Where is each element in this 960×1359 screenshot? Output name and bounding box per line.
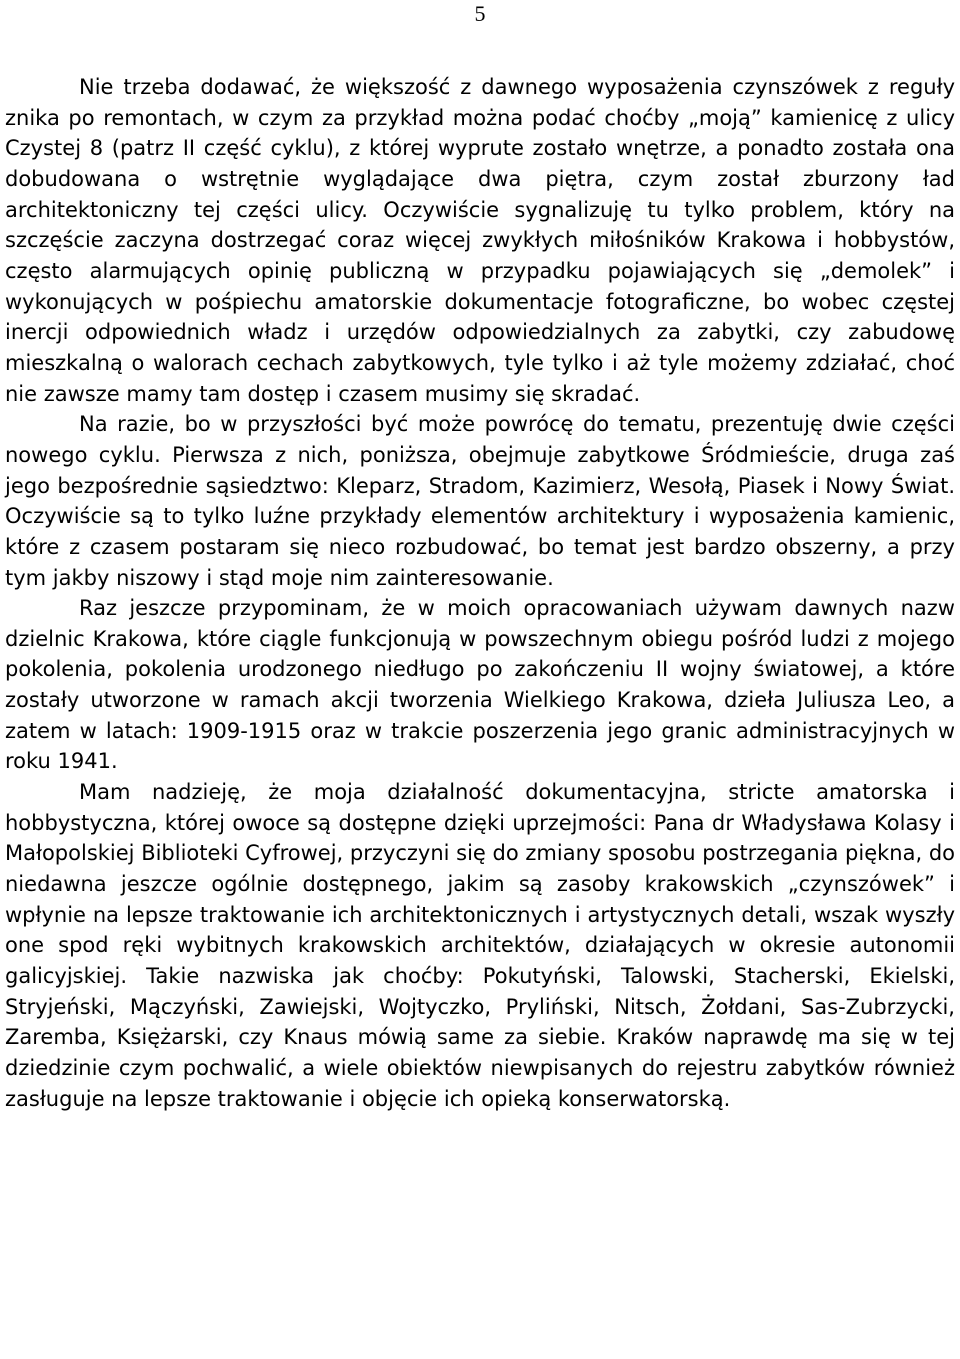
paragraph: Na razie, bo w przyszłości być może powrócę do tematu, prezentuję dwie części nowego cyklu. Pierwsza z nich, poniższa, obejmuje zabytkowe Śródmieście, druga zaś jego bezpośrednie sąsiedztwo: Kleparz, Stradom, Kazimierz, Wesołą, Piasek i Nowy Świat. Oczywiście są to tylko luźne przykłady elementów architektury i wyposażenia kamienic, które z czasem postaram się nieco rozbudować, bo temat jest bardzo obszerny, a przy tym jakby niszowy i stąd moje nim zainteresowanie. [5, 412, 955, 590]
paragraph: Nie trzeba dodawać, że większość z dawnego wyposażenia czynszówek z reguły znika po remontach, w czym za przykład można podać choćby „moją” kamienicę z ulicy Czystej 8 (patrz II część cyklu), z której wyprute zostało wnętrze, a ponadto została ona dobudowana o wstrętnie wyglądające dwa piętra, czym został zburzony ład architektoniczny tej części ulicy. Oczywiście sygnalizuję tu tylko problem, który na szczęście zaczyna dostrzegać coraz więcej zwykłych miłośników Krakowa i hobbystów, często alarmujących opinię publiczną w przypadku pojawiających się „demolek” i wykonujących w pośpiechu amatorskie dokumentacje fotograficzne, bo wobec częstej inercji odpowiednich władz i urzędów odpowiedzialnych za zabytki, czy zabudowę mieszkalną o walorach cechach zabytkowych, tyle tylko i aż tyle możemy zdziałać, choć nie zawsze mamy tam dostęp i czasem musimy się skradać. [5, 75, 955, 406]
paragraph: Raz jeszcze przypominam, że w moich opracowaniach używam dawnych nazw dzielnic Krakowa, które ciągle funkcjonują w powszechnym obiegu pośród ludzi z mojego pokolenia, pokolenia urodzonego niedługo po zakończeniu II wojny światowej, a które zostały utworzone w ramach akcji tworzenia Wielkiego Krakowa, dzieła Juliusza Leo, a zatem w latach: 1909-1915 oraz w trakcie poszerzenia jego granic administracyjnych w roku 1941. [5, 596, 955, 774]
paragraph: Mam nadzieję, że moja działalność dokumentacyjna, stricte amatorska i hobbystyczna, której owoce są dostępne dzięki uprzejmości: Pana dr Władysława Kolasy i Małopolskiej Biblioteki Cyfrowej, przyczyni się do zmiany sposobu postrzegania piękna, do niedawna jeszcze ogólnie dostępnego, jakim są zasoby krakowskich „czynszówek” i wpłynie na lepsze traktowanie ich architektonicznych i artystycznych detali, wszak wyszły one spod ręki wybitnych krakowskich architektów, działających w okresie autonomii galicyjskiej. Takie nazwiska jak choćby: Pokutyński, Talowski, Stacherski, Ekielski, Stryjeński, Mączyński, Zawiejski, Wojtyczko, Pryliński, Nitsch, Żołdani, Sas-Zubrzycki, Zaremba, Księżarski, czy Knaus mówią same za siebie. Kraków naprawdę ma się w tej dziedzinie czym pochwalić, a wiele obiektów niewpisanych do rejestru zabytków również zasługuje na lepsze traktowanie i objęcie ich opieką konserwatorską. [5, 780, 955, 1111]
document-body [5, 72, 955, 1114]
page-number: 5 [474, 1, 486, 26]
